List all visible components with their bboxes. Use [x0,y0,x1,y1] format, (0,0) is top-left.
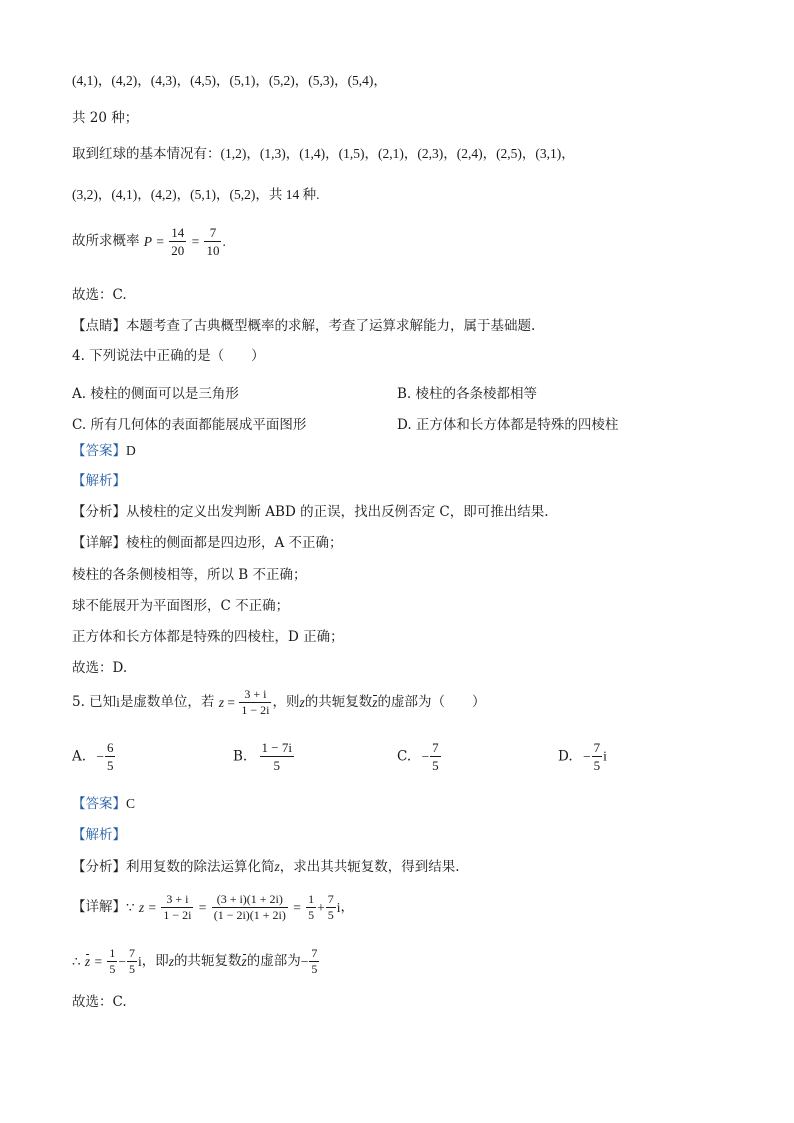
q5-answer: 【答案】C [72,796,136,812]
q4-choice: 故选：D. [72,660,128,676]
prob-fraction-2: $\frac{7}{10}$ [206,225,220,258]
q5-choice: 故选：C. [72,994,127,1010]
red-intro: 取到红球的基本情况有： [72,146,221,162]
q5-option-a: A. − $\frac{6}{5}$ [72,740,114,773]
q4-option-d: D. 正方体和长方体都是特殊的四棱柱 [397,417,619,433]
q5-option-d: D. − $\frac{7}{5}$ i [558,740,607,773]
red-pairs-row-1: (1,2)，(1,3)，(1,4)，(1,5)，(2,1)，(2,3)，(2,4)，(2,5)，(3,1)， [220,146,575,161]
probability-line: 故所求概率 P = $\frac{14}{20}$ = $\frac{7}{10}$ . [72,225,226,258]
q4-xiangjie-3: 球不能展开为平面图形，C 不正确； [72,598,290,614]
q5-stem: 5. 已知i是虚数单位，若 z = $\frac{3 + i}{1 - 2i}$ ，则z的共轭复数z的虚部为（ ） [72,687,486,717]
q5-fenxi: 【分析】利用复数的除法运算化简z，求出其共轭复数，得到结果. [72,859,460,875]
red-ball-cases [72,147,575,162]
q5-xiangjie-1: 【详解】∵ z = $\frac{3 + i}{1 - 2i}$ = $\frac{(3 + i)(1 + 2i)}{(1 - 2i)(1 + 2i)}$ = $\frac{1}{5}$ + $\frac{7}{5}$ i， [72,892,354,922]
q4-option-c: C. 所有几何体的表面都能展成平面图形 [72,417,307,433]
q4-analysis-tag: 【解析】 [72,473,126,489]
q4-xiangjie-2: 棱柱的各条侧棱相等，所以 B 不正确； [72,567,307,583]
prob-fraction-1: $\frac{14}{20}$ [171,225,185,258]
red-pairs-row-2: (3,2)，(4,1)，(4,2)，(5,1)，(5,2)，共 14 种. [72,187,320,202]
total-count: 共 20 种； [72,110,139,126]
q5-stem-fraction: $\frac{3 + i}{1 - 2i}$ [241,687,270,717]
answer-tag: 【答案】 [72,443,126,459]
q4-fenxi: 【分析】从棱柱的定义出发判断 ABD 的正误，找出反例否定 C，即可推出结果. [72,504,549,520]
prob-variable: P [143,233,153,249]
q5-analysis-tag: 【解析】 [72,827,126,843]
comment-tag: 【点睛】 [72,318,126,334]
pairs-row-1: (4,1)，(4,2)，(4,3)，(4,5)，(5,1)，(5,2)，(5,3)，(5,4)， [72,73,387,88]
q4-answer: 【答案】D [72,443,136,459]
q3-comment: 【点睛】本题考查了古典概型概率的求解，考查了运算求解能力，属于基础题. [72,318,536,334]
q4-xiangjie-4: 正方体和长方体都是特殊的四棱柱，D 正确； [72,629,344,645]
q3-choice: 故选：C. [72,287,127,303]
q4-option-a: A. 棱柱的侧面可以是三角形 [72,386,239,402]
q4-stem: 4. 下列说法中正确的是（ ） [72,348,265,364]
q5-option-c: C. − $\frac{7}{5}$ [397,740,439,773]
q4-option-b: B. 棱柱的各条棱都相等 [397,386,538,402]
q5-option-b: B. $\frac{1 - 7i}{5}$ [233,740,292,773]
q5-xiangjie-2: ∴ z = $\frac{1}{5}$ − $\frac{7}{5}$ i，即z的共轭复数z的虚部为− $\frac{7}{5}$ [72,946,318,976]
prob-prefix: 故所求概率 [72,232,140,249]
q4-xiangjie-1: 【详解】棱柱的侧面都是四边形，A 不正确； [72,535,343,551]
